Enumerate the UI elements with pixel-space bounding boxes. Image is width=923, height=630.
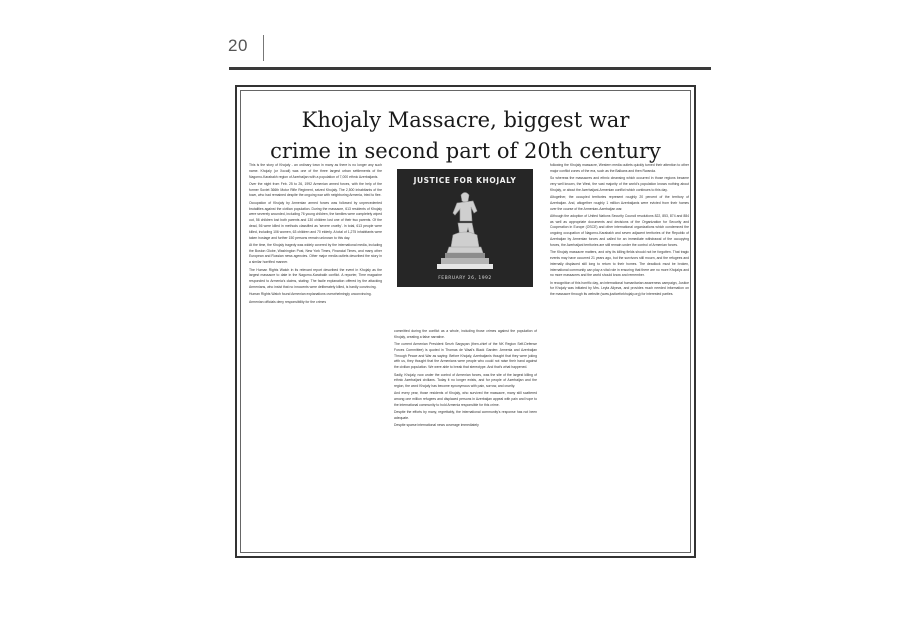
column-2-paragraph: Despite sparse international news coverage immediately <box>394 423 479 428</box>
column-1-paragraph: Human Rights Watch found Armenian explanations overwhelmingly unconvincing. <box>249 292 372 297</box>
page-number-divider <box>263 35 264 61</box>
page-number: 20 <box>228 36 248 55</box>
column-1-paragraph: Occupation of Khojaly by Armenian armed forces was followed by unprecedented brutalities against the civilian population. During the massacre, 613 residents of Khojaly were severely wounded, including 76 young children, the families were completely wiped out, 56 children lost both parents and 130 children lost one of their two parents. Of the dead, 56 were killed in methods classified as 'severe cruelty'. In total, 613 people were killed, including 106 women, 63 children and 70 elderly. A total of 1,275 inhabitants were taken hostage and further 150 persons remain unknown to this day. <box>249 200 382 240</box>
article-column-2 <box>394 329 537 552</box>
poster-title: JUSTICE FOR KHOJALY <box>413 176 517 185</box>
column-1-paragraph: Over the night from Feb. 25 to 26, 1992 Armenian armed forces, with the help of the former Soviet 366th Motor Rifle Regiment, seized Khojaly. The 2,500 inhabitants of the town, who had remained despite the ongoing war with neighboring Armenia, tried to flee. <box>249 181 382 198</box>
article-column-3 <box>550 163 689 541</box>
column-2-paragraph: And every year, those residents of Khojaly, who survived the massacre, many still scattered among one million refugees and displaced persons in Azerbaijan appeal with pain and hope to the international community to hold Armenia responsible for this crime. <box>394 391 537 408</box>
column-2-paragraph: committed during the conflict as a whole, including those crimes against the population of Khojaly, creating a false narrative. <box>394 329 537 339</box>
column-3-paragraph: So whereas the massacres and ethnic cleansing which occurred in those regions became very well known, the West, the vast majority of the world's population knows nothing about Khojaly, or about the Azerbaijani-Armenian conflict which continues to this day. <box>550 176 689 192</box>
article-headline <box>237 105 694 167</box>
article-column-1 <box>249 163 382 551</box>
column-1-paragraph: This is the story of Khojaly - an ordinary town in many as there is no longer any such name. Khojaly (or Xocali) was one of the three largest urban settlements of the Nagorno-Karabakh region of Azerbaijan with a population of 7,000 ethnic Azerbaijanis. <box>249 163 382 179</box>
column-2-paragraph: Despite the efforts by many, regrettably, the international community's response has not been adequate. <box>394 410 537 421</box>
column-2-paragraph: The current Armenian President Serzh Sargsyan (then-chief of the NK Region Self-Defense Forces Committee) is quoted in Thomas de Waal's Black Garden: Armenia and Azerbaijan Through Peace and War as saying: Before Khojaly, Azerbaijanis thought that they were joking with us, they thought that the Armenians were people who could not raise their hand against the civilian population. We were able to break that stereotype. And that's what happened. <box>394 342 537 370</box>
column-1-paragraph: At the time, the Khojaly tragedy was widely covered by the international media, including the Boston Globe, Washington Post, New York Times, Financial Times, and many other European and Russian news agencies. Other major media outlets described the story in a similar horrified manner. <box>249 242 382 265</box>
headline-line-1: Khojaly Massacre, biggest war <box>301 108 630 133</box>
column-3-paragraph: Although the adoption of United Nations Security Council resolutions 822, 853, 874 and 884 as well as appropriate documents and decisions of the Organization for Security and Cooperation in Europe (OSCE) and other international organizations which condemned the ongoing occupation of Nagorno-Karabakh and seven adjacent territories of the Republic of Azerbaijan by Armenian forces and called for an immediate withdrawal of the occupying forces, the Azerbaijani territories are still remain under the control of Armenian forces. <box>550 213 689 247</box>
column-1-paragraph: The Human Rights Watch in its relevant report described the event in Khojaly as the largest massacre to date in the Nagorno-Karabakh conflict. A reporter, Time magazine responded to Armenia's claims, stating: The facile explanation offered by the attacking Armenians, who insist that no innocents were deliberately killed, is hardly convincing. <box>249 267 382 289</box>
article-frame <box>235 85 696 558</box>
column-1-paragraph: Armenian officials deny responsibility for the crimes <box>249 299 327 304</box>
column-2-paragraph: Sadly, Khojaly, now under the control of Armenian forces, was the site of the largest killing of ethnic Azerbaijani civilians. Today it no longer exists, and for people of Azerbaijan and the region, the word Khojaly has become synonymous with pain, sorrow, and cruelty. <box>394 372 537 389</box>
poster-date: FEBRUARY 26, 1992 <box>438 276 492 281</box>
header-rule <box>229 67 711 70</box>
column-3-paragraph: following the Khojaly massacre, Western media outlets quickly turned their attention to other major conflict zones of the era, such as the Balkans and then Rwanda. <box>550 163 689 173</box>
column-3-paragraph: In recognition of this horrific day, an international humanitarian awareness campaign, Justice for Khojaly was initiated by Mrs. Leyla Aliyeva, and provides much needed information on the massacre through its website (www.justiceforkhojaly.org) for interested parties. <box>550 280 689 297</box>
headline-line-2: crime in second part of 20th century <box>270 139 661 164</box>
justice-for-khojaly-poster <box>397 169 533 287</box>
column-3-paragraph: The Khojaly massacre matters, and why its killing fields should not be forgotten. That tragic events may have occurred 21 years ago, but the survivors still mourn, and the refugees and internally displaced still long to return to their homes. The deadlock must be broken, international community can play a vital role in ensuring that there are no more Khojalys and no more massacres and the world should know and remember. <box>550 250 689 278</box>
column-3-paragraph: Altogether, the occupied territories represent roughly 20 percent of the territory of Azerbaijan. And, altogether roughly 1 million Azerbaijanis were evicted from their homes over the course of the Armenian-Azerbaijan war. <box>550 194 689 211</box>
monument-statue-icon <box>437 189 493 273</box>
